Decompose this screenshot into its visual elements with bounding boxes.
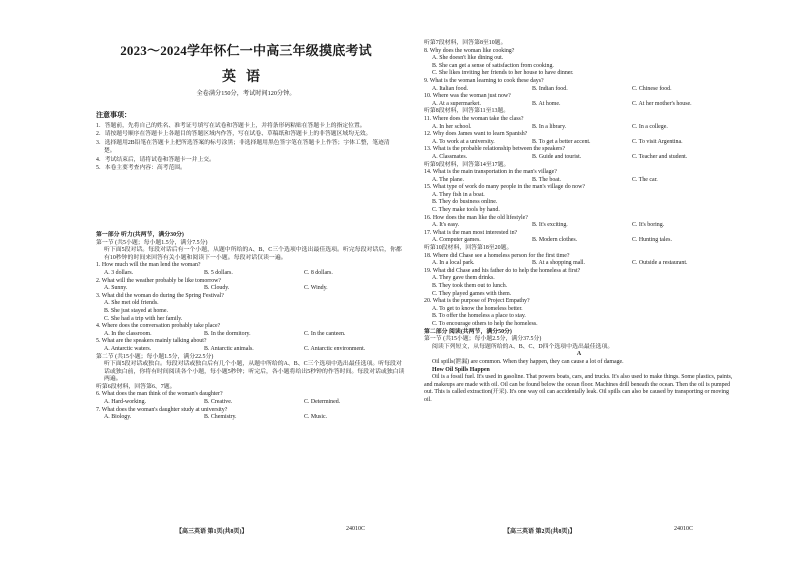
text-line: C. To encourage others to help the homeless. — [432, 320, 538, 327]
question-line: 8. Why does the woman like cooking? — [424, 47, 515, 54]
question-line: 3. What did the woman do during the Spring Festival? — [96, 292, 224, 299]
answer-option: A. In a local park. — [432, 260, 475, 267]
answer-option: C. At her mother's house. — [632, 100, 692, 107]
text-line: A. They fish in a boat. — [432, 191, 485, 198]
question-line: 9. What is the woman learning to cook these days? — [424, 77, 544, 84]
answer-option: B. To get a better accent. — [532, 138, 591, 145]
answer-option: A. It's easy. — [432, 222, 460, 229]
text-line: B. She just stayed at home. — [104, 307, 168, 314]
answer-option: C. Determined. — [304, 399, 341, 406]
passage-paragraph: Oil is a fossil fuel. It's used in gasoline. That powers boats, cars, and trucks. It's also used to make things. Some plastics, paints, and makeups are made with oil. Oil can be found below the ocean floor. Machines drill beneath the ocean. Then the oil is pumped out. This is called extraction(开采). It's one way oil can accidentally leak. Oil spills can also be caused by transporting or moving oil. — [424, 374, 733, 403]
answer-option: A. Classmates. — [432, 153, 468, 160]
listening-reading-section — [424, 40, 734, 405]
answer-option: C. In a college. — [632, 123, 668, 130]
answer-options — [424, 222, 734, 230]
listening-section — [96, 232, 406, 422]
question-line: 听第9段材料，回答第14至17题。 — [424, 161, 510, 168]
page-right — [424, 0, 764, 562]
answer-option: B. Creative. — [204, 399, 233, 406]
answer-option: A. Hard-working. — [104, 399, 147, 406]
question-line: 听第7段材料，回答第8至10题。 — [424, 40, 507, 46]
question-line: 10. Where was the woman just now? — [424, 93, 511, 100]
text-line: A. She doesn't like dining out. — [432, 55, 504, 62]
text-line: Oil spills(泄漏) are common. When they happen, they can cause a lot of damage. — [432, 358, 624, 365]
answer-option: A. The plane. — [432, 176, 464, 183]
question-line: 第一节 (共15小题；每小题2.5分，满分37.5分) — [424, 336, 542, 343]
answer-option: C. In the canteen. — [304, 330, 346, 337]
text-line: B. She can get a sense of satisfaction from cooking. — [432, 62, 554, 69]
answer-option: B. At home. — [532, 100, 561, 107]
text-line: A. She met old friends. — [104, 300, 159, 307]
question-line: 7. What does the woman's daughter study at university? — [96, 406, 228, 413]
answer-option: C. Music. — [304, 414, 328, 421]
answer-option: B. Cloudy. — [204, 285, 230, 292]
passage-label: A — [576, 351, 582, 358]
question-line: 4. Where does the conversation probably take place? — [96, 323, 221, 330]
notice-list — [96, 122, 396, 172]
answer-option: A. Italian food. — [432, 85, 468, 92]
answer-option: B. Antarctic animals. — [204, 345, 254, 352]
answer-options — [96, 414, 406, 422]
answer-option: A. 3 dollars. — [104, 269, 134, 276]
answer-option: A. Sunny. — [104, 285, 128, 292]
text-line: 阅读下列短文，从每题所给的A、B、C、D四个选项中选出最佳选项。 — [432, 343, 614, 350]
answer-option: B. In the dormitory. — [204, 330, 251, 337]
question-line: 听第8段材料，回答第11至13题。 — [424, 108, 510, 115]
notice-item: 3．选择题用2B铅笔在答题卡上把所选答案的标号涂黑；非选择题用黑色签字笔在答题卡上作答；字体工整，笔迹清楚。 — [96, 139, 390, 155]
answer-option: C. It's boring. — [632, 222, 665, 229]
footer-page-label: 【高三英语 第2页(共8页)】 — [504, 529, 576, 535]
question-line: 16. How does the man like the old lifestyle? — [424, 214, 528, 221]
answer-options — [96, 399, 406, 407]
answer-option: B. Guide and tourist. — [532, 153, 582, 160]
answer-options — [424, 260, 734, 268]
question-line: 11. Where does the woman take the class? — [424, 115, 524, 122]
answer-option: A. Computer games. — [432, 237, 481, 244]
answer-options — [424, 237, 734, 245]
answer-option: C. 8 dollars. — [304, 269, 333, 276]
exam-title: 2023～2024学年怀仁一中高三年级摸底考试 — [120, 43, 372, 58]
answer-option: A. Biology. — [104, 414, 132, 421]
answer-option: B. At a shopping mall. — [532, 260, 586, 267]
answer-options — [96, 285, 406, 293]
question-line: 第二节 (共15小题；每小题1.5分，满分22.5分) — [96, 353, 214, 360]
question-line: 1. How much will the man lend the woman? — [96, 262, 201, 269]
answer-options — [424, 154, 734, 162]
answer-option: B. Chemistry. — [204, 414, 237, 421]
text-line: A. They gave them drinks. — [432, 275, 495, 282]
question-line: 14. What is the main transportation in the man's village? — [424, 169, 557, 176]
answer-option: C. Chinese food. — [632, 85, 672, 92]
text-line: 听下面5段对话或独白。每段对话或独白后有几个小题，从题中所给的A、B、C三个选项中选出最佳选项。听每段对话或独白前，你将有时间阅读各个小题，每小题5秒钟；听完后，各小题将给出5秒钟的作答时间。每段对话或独白读两遍。 — [104, 361, 405, 383]
text-line: C. They make tools by hand. — [432, 207, 500, 214]
answer-option: C. Outside a restaurant. — [632, 260, 688, 267]
question-line: 听第6段材料，回答第6、7题。 — [96, 383, 176, 390]
passage-subheading: How Oil Spills Happen — [432, 366, 490, 373]
score-line: 全卷满分150分，考试时间120分钟。 — [196, 90, 296, 97]
answer-option: B. Modern clothes. — [532, 237, 578, 244]
notice-item: 1．答题前，先将自己的姓名、准考证号填写在试卷和答题卡上，并将条形码粘贴在答题卡上的指定位置。 — [96, 123, 366, 129]
answer-options — [424, 86, 734, 94]
question-line: 18. Where did Chase see a homeless person for the first time? — [424, 252, 570, 259]
question-line: 13. What is the probable relationship between the speakers? — [424, 146, 566, 153]
question-line: 15. What type of work do many people in the man's village do now? — [424, 184, 585, 191]
answer-option: A. In the classroom. — [104, 330, 152, 337]
notice-item: 2．请按题号顺序在答题卡上各题目的答题区域内作答，写在试卷、草稿纸和答题卡上的非答题区域均无效。 — [96, 131, 372, 138]
question-line: 6. What does the man think of the woman's daughter? — [96, 391, 223, 398]
answer-option: A. In her school. — [432, 123, 472, 130]
answer-option: B. It's exciting. — [532, 222, 568, 229]
subject-title: 英语 — [222, 70, 270, 85]
answer-option: A. At a supermarket. — [432, 100, 481, 107]
section-heading: 第二部分 阅读(共两节，满分50分) — [424, 328, 512, 335]
answer-options — [96, 346, 406, 354]
text-line: B. They took them out to lunch. — [432, 283, 508, 289]
text-line: B. They do business online. — [432, 199, 498, 206]
question-line: 2. What will the weather probably be like tomorrow? — [96, 277, 222, 284]
section-heading: 第一部分 听力(共两节，满分30分) — [96, 232, 184, 238]
answer-options — [96, 270, 406, 278]
question-line: 听第10段材料，回答第18至20题。 — [424, 245, 513, 252]
notice-heading: 注意事项： — [96, 111, 131, 119]
answer-option: C. To visit Argentina. — [632, 138, 683, 145]
question-line: 12. Why does James want to learn Spanish? — [424, 131, 528, 138]
question-line: 20. What is the purpose of Project Empathy? — [424, 298, 530, 305]
answer-options — [424, 124, 734, 132]
question-line: 17. What is the man most interested in? — [424, 229, 518, 236]
answer-option: C. Windy. — [304, 285, 328, 292]
text-line: 听下面5段对话。每段对话后有一个小题，从题中所给的A、B、C三个选项中选出最佳选项。听完每段对话后，你都有10秒钟的时间来回答有关小题和阅读下一小题。每段对话仅读一遍。 — [104, 247, 402, 261]
footer-code: 24010C — [674, 526, 694, 532]
footer-code: 24010C — [346, 526, 366, 532]
answer-option: A. Antarctic waters. — [104, 345, 152, 352]
question-line: 第一节 (共5小题；每小题1.5分，满分7.5分) — [96, 239, 208, 246]
answer-option: C. Antarctic environment. — [304, 345, 366, 352]
answer-option: B. 5 dollars. — [204, 269, 233, 276]
notice-item: 4．考试结束后，请将试卷和答题卡一并上交。 — [96, 156, 215, 163]
answer-option: B. The boat. — [532, 176, 562, 183]
answer-options — [96, 331, 406, 339]
question-line: 5. What are the speakers mainly talking about? — [96, 338, 207, 345]
page-left — [96, 0, 436, 562]
answer-options — [424, 139, 734, 147]
answer-option: C. The car. — [632, 176, 658, 183]
text-line: C. She had a trip with her family. — [104, 315, 183, 322]
text-line: B. To offer the homeless a place to stay. — [432, 313, 526, 320]
text-line: C. She likes inviting her friends to her house to have dinner. — [432, 70, 574, 77]
answer-option: B. In a library. — [532, 123, 567, 130]
text-line: A. To get to know the homeless better. — [432, 305, 523, 312]
notice-item: 5．本卷主要考查内容：高考范围。 — [96, 165, 186, 172]
answer-option: C. Hunting tales. — [632, 237, 672, 244]
question-line: 19. What did Chase and his father do to help the homeless at first? — [424, 267, 581, 274]
answer-option: C. Teacher and student. — [632, 153, 688, 160]
answer-option: B. Indian food. — [532, 85, 568, 92]
answer-option: A. To work at a university. — [432, 138, 495, 145]
text-line: C. They played games with them. — [432, 290, 512, 297]
footer-page-label: 【高三英语 第1页(共8页)】 — [176, 529, 248, 535]
